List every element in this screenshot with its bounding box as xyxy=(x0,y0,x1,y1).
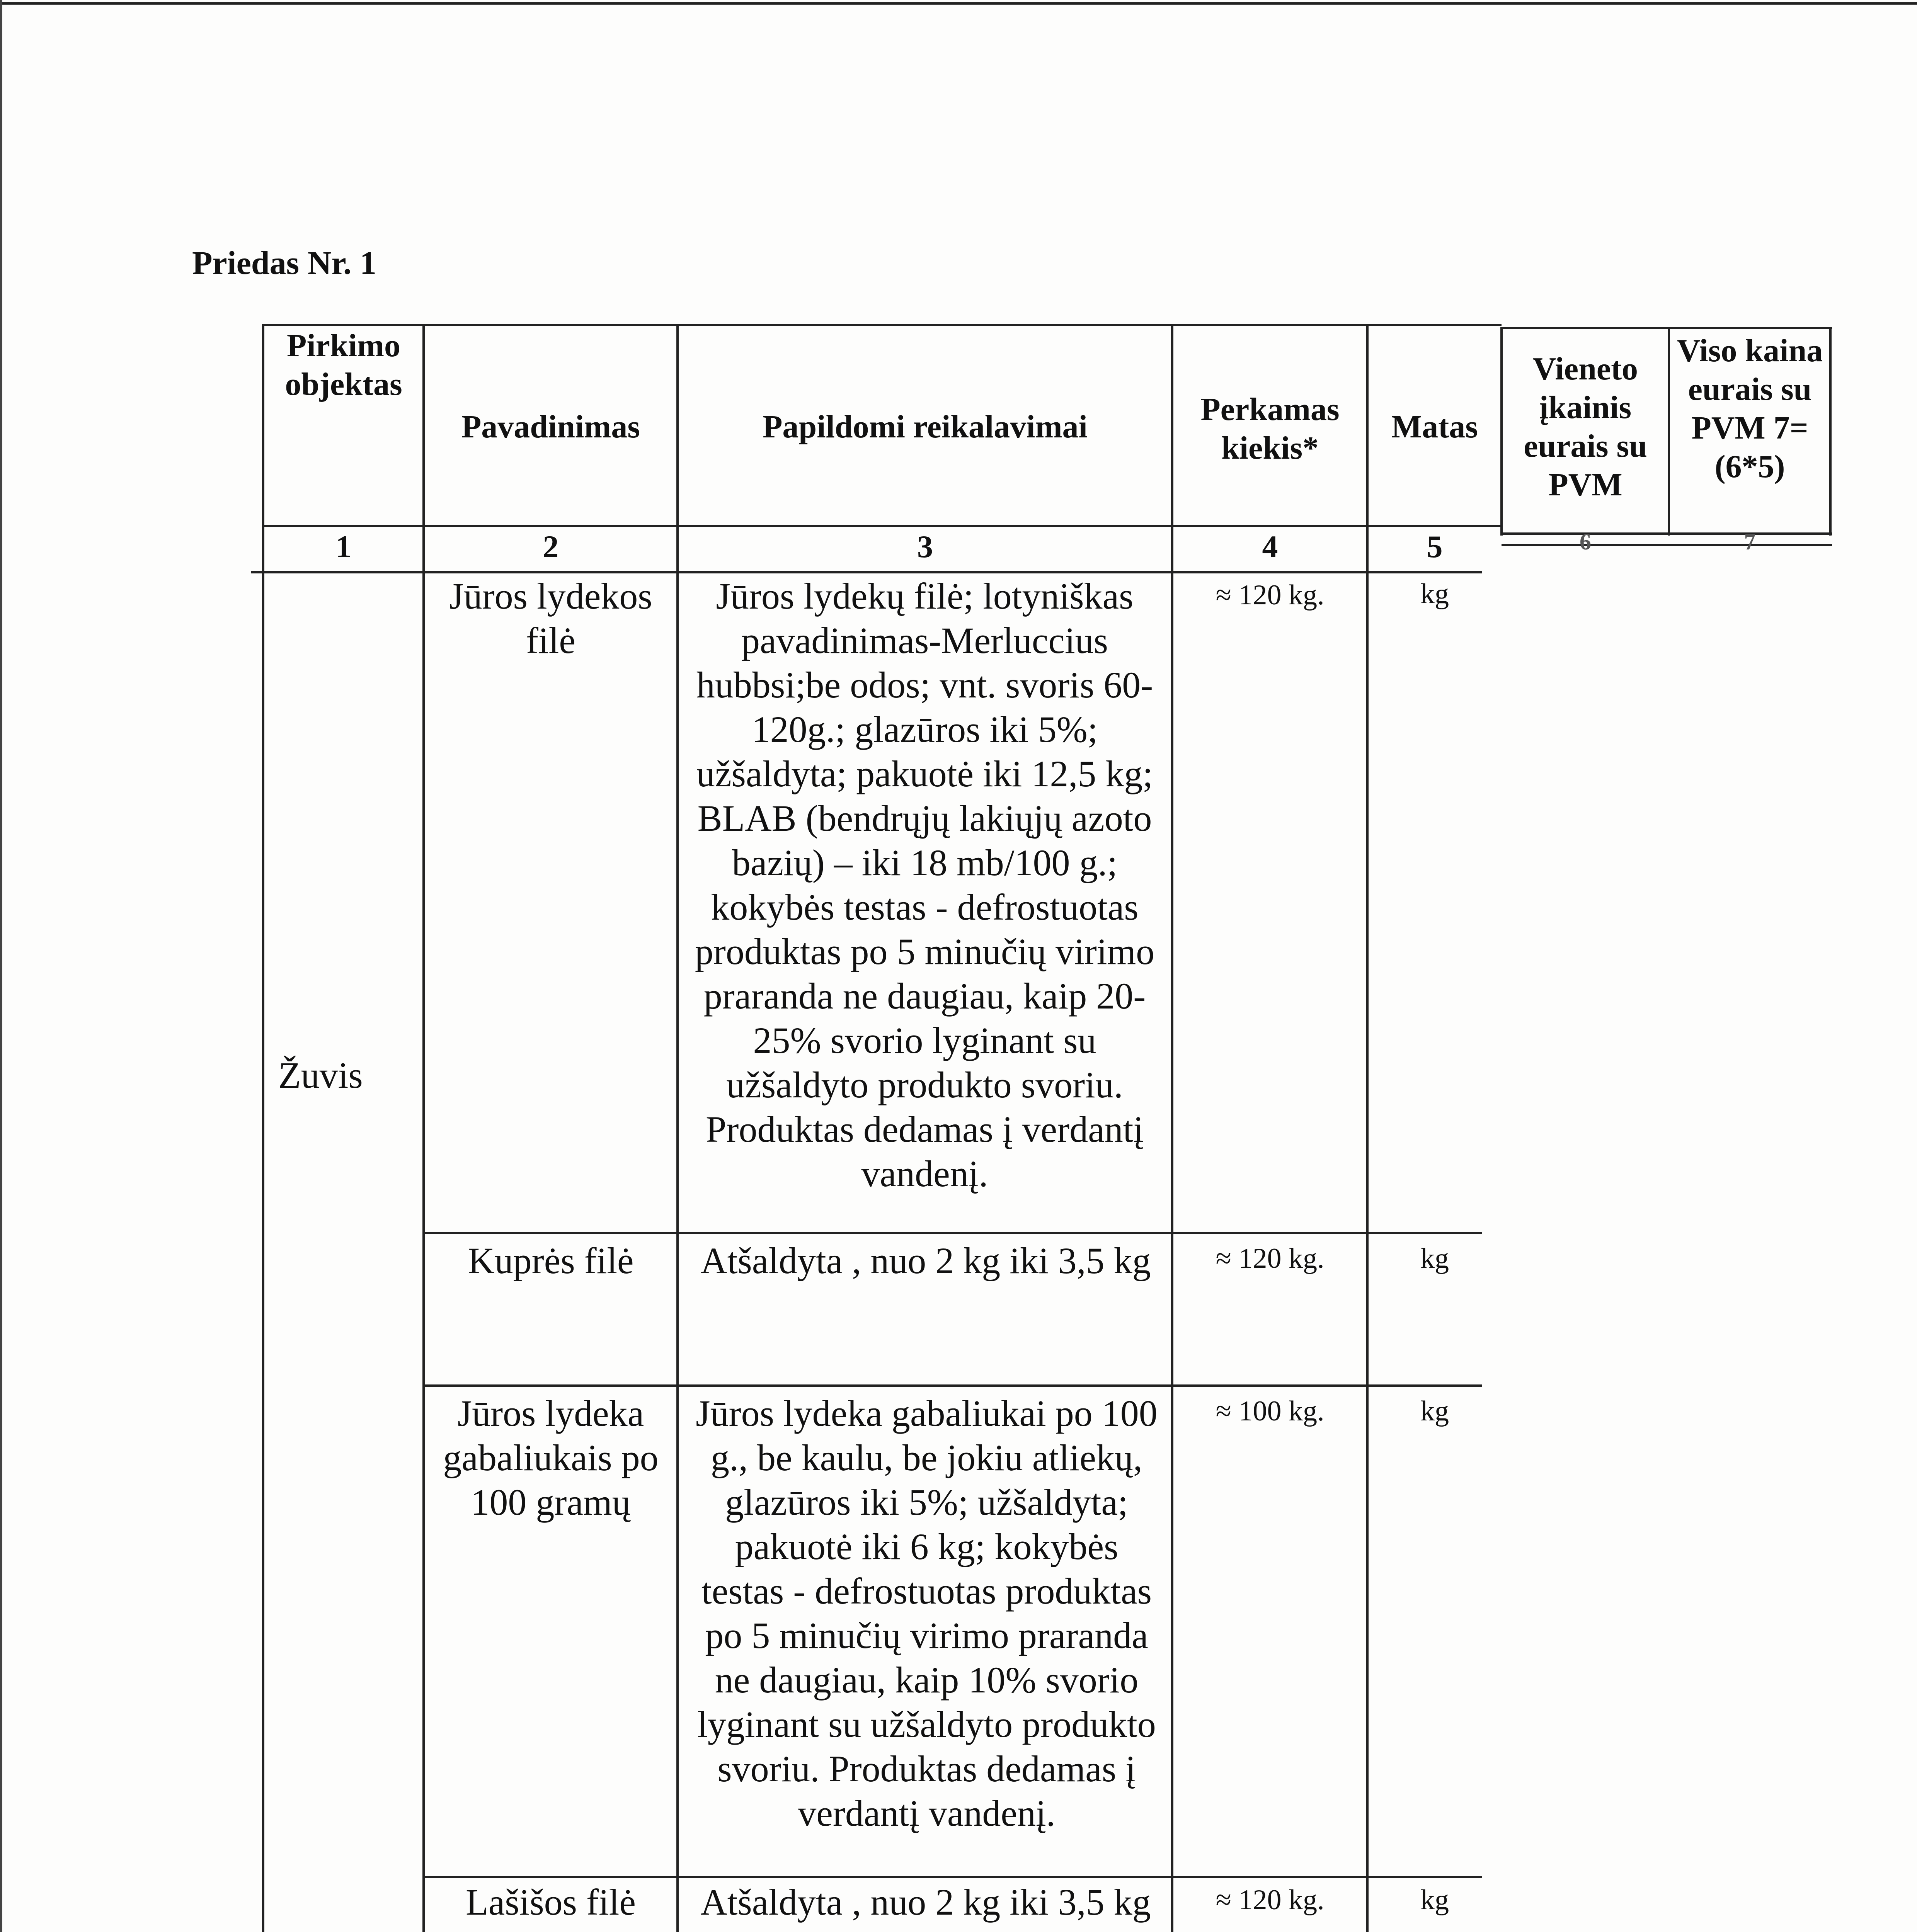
row2-quantity: ≈ 120 kg. xyxy=(1216,1243,1325,1274)
header-pavadinimas: Pavadinimas xyxy=(461,409,640,445)
row1-bottom-line xyxy=(423,1232,1482,1234)
row1-name: Jūros lydekos filė xyxy=(449,575,652,661)
row4-requirements: Atšaldyta , nuo 2 kg iki 3,5 kg xyxy=(700,1881,1151,1923)
group-zuvis: Žuvis xyxy=(278,1054,363,1096)
row4-unit: kg xyxy=(1420,1884,1449,1916)
column-number-4: 4 xyxy=(1262,529,1278,564)
row3-requirements: Jūros lydeka gabaliukai po 100 g., be kaulu, be jokiu atliekų, glazūros iki 5%; užšaldyta; pakuotė iki 6 kg; kokybės testas - defrostuotas produktas po 5 minučių virimo praranda ne daugiau, kaip 10% svorio lyginant su užšaldyto produkto svoriu. Produktas dedamas į verdantį vandenį. xyxy=(696,1393,1158,1834)
header-pirkimo-objektas: Pirkimo objektas xyxy=(285,328,402,402)
annex-title: Priedas Nr. 1 xyxy=(192,244,376,281)
row4-name: Lašišos filė xyxy=(466,1881,636,1923)
row3-unit: kg xyxy=(1420,1395,1449,1427)
header-bottom-line xyxy=(263,525,1502,527)
col5-left-line xyxy=(1366,324,1369,1932)
row2-name: Kuprės filė xyxy=(468,1240,634,1281)
row1-quantity: ≈ 120 kg. xyxy=(1216,579,1325,611)
row2-bottom-line xyxy=(423,1384,1482,1387)
column-number-3: 3 xyxy=(917,529,933,564)
page-left-border xyxy=(0,0,2,1932)
row3-name: Jūros lydeka gabaliukais po 100 gramų xyxy=(443,1393,659,1523)
numbers-bottom-line xyxy=(251,571,1482,573)
table-top-line-right xyxy=(1502,327,1832,329)
col2-left-line xyxy=(422,324,425,1932)
row2-unit: kg xyxy=(1420,1243,1449,1274)
row4-quantity: ≈ 120 kg. xyxy=(1216,1884,1325,1916)
column-number-2: 2 xyxy=(543,529,559,564)
row3-bottom-line xyxy=(423,1876,1482,1878)
row1-requirements: Jūros lydekų filė; lotyniškas pavadinimas-Merluccius hubbsi;be odos; vnt. svoris 60-120g.; glazūros iki 5%; užšaldyta; pakuotė iki 12,5 kg; BLAB (bendrųjų lakiųjų azoto bazių) – iki 18 mb/100 g.; kokybės testas - defrostuotas produktas po 5 minučių virimo praranda ne daugiau, kaip 20-25% svorio lyginant su užšaldyto produkto svoriu. Produktas dedamas į verdantį vandenį. xyxy=(695,575,1155,1194)
header-matas: Matas xyxy=(1391,409,1478,445)
page-top-border xyxy=(0,2,1917,5)
row1-unit: kg xyxy=(1420,578,1449,610)
table-top-line xyxy=(263,324,1502,326)
row2-requirements: Atšaldyta , nuo 2 kg iki 3,5 kg xyxy=(700,1240,1151,1281)
header-viso-kaina: Viso kaina eurais su PVM 7=(6*5) xyxy=(1677,333,1823,485)
column-number-7: 7 xyxy=(1744,529,1756,554)
column-number-1: 1 xyxy=(335,529,352,564)
header-papildomi-reikalavimai: Papildomi reikalavimai xyxy=(763,409,1088,445)
col3-left-line xyxy=(676,324,679,1932)
header-vieneto-ikainis: Vieneto įkainis eurais su PVM xyxy=(1524,351,1647,503)
column-number-6: 6 xyxy=(1580,529,1591,554)
column-number-5: 5 xyxy=(1427,529,1443,564)
header-perkamas-kiekis: Perkamas kiekis* xyxy=(1200,391,1340,466)
col1-left-line xyxy=(262,324,264,1932)
col4-left-line xyxy=(1171,324,1173,1932)
row3-quantity: ≈ 100 kg. xyxy=(1216,1395,1325,1427)
